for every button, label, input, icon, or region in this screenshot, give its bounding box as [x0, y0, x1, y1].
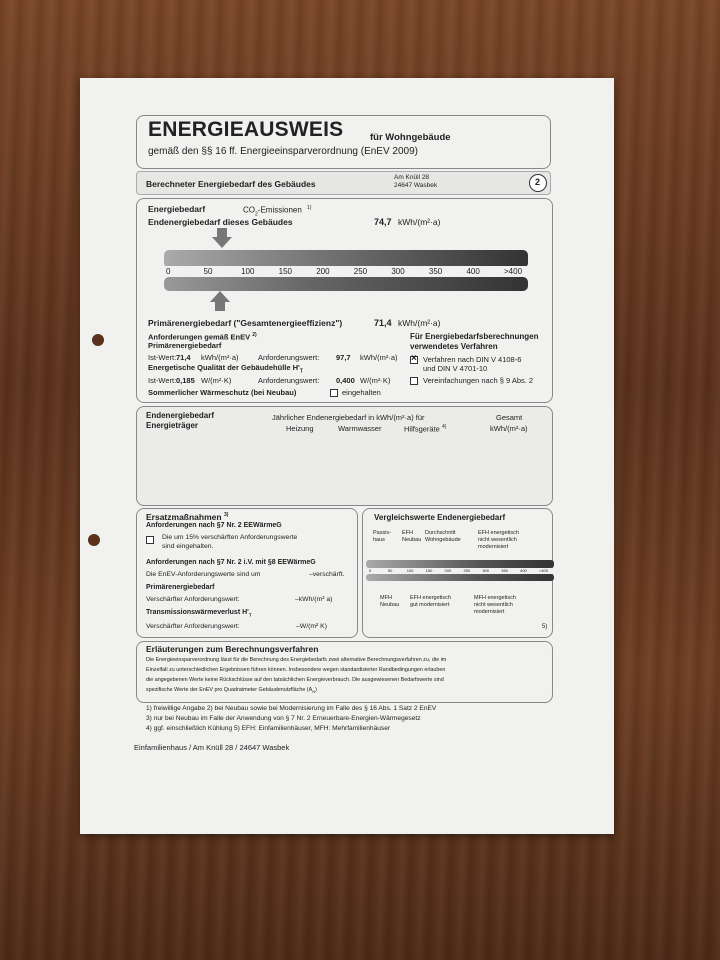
ersatz-15-line1: Die um 15% verschärften Anforderungswerte [162, 534, 298, 541]
primaer-label: Primärenergiebedarf ("Gesamtenergieeffizienz") [148, 318, 343, 328]
vergleich-top-label: EFH energetisch [478, 530, 519, 536]
footnote-3: 4) ggf. einschließlich Kühlung 5) EFH: Einfamilienhäuser, MFH: Mehrfamilienhäuser [146, 725, 391, 732]
vergleich-top-label: modernisiert [478, 544, 509, 550]
erlaeuterungen-line-2: Einzelfall zu unterschiedlichen Ergebnissen führen können. Insbesondere wegen standardisierter Randbedingungen erlauben [146, 667, 446, 673]
ersatz-trans-label: Verschärfter Anforderungswert: [146, 623, 240, 630]
huelle-anforderung-value: 0,400 [336, 376, 355, 385]
vergleich-tick-label: 50 [387, 568, 393, 573]
verfahren-vereinfachung-checkbox[interactable] [410, 377, 418, 385]
verfahren-din-line2: und DIN V 4701-10 [423, 364, 488, 373]
vergleich-bottom-label: modernisiert [474, 609, 505, 615]
page-subtitle: gemäß den §§ 16 ff. Energieeinsparverordnung (EnEV 2009) [148, 146, 418, 157]
vergleich-top-label: Durchschnitt [425, 530, 456, 536]
primaer-value: 71,4 [374, 318, 392, 328]
vergleich-bottom-label: MFH energetisch [474, 595, 516, 601]
huelle-istwert-label: Ist-Wert: [148, 376, 177, 385]
scale-tick-label: >400 [504, 267, 523, 276]
endenergie-unit: kWh/(m²·a) [398, 217, 441, 227]
vergleich-top-label: Wohngebäude [425, 537, 461, 543]
sommer-checkbox-label: eingehalten [342, 388, 381, 397]
vergleich-top-label: Neubau [402, 537, 422, 543]
punch-hole-bottom [88, 534, 100, 546]
ersatz-anf2-text: Die EnEV-Anforderungswerte sind um [146, 571, 261, 578]
vergleich-bottom-label: EFH energetisch [410, 595, 451, 601]
ersatz-15-checkbox[interactable] [146, 536, 154, 544]
endenergie-value: 74,7 [374, 217, 392, 227]
verfahren-din-checkbox[interactable] [410, 356, 418, 364]
scale-tick-label: 0 [166, 267, 171, 276]
energiebedarf-heading: Energiebedarf [148, 204, 206, 214]
vergleich-bottom-label: nicht wesentlich [474, 602, 513, 608]
gesamt-label-1: Gesamt [496, 413, 523, 422]
primaer-arrow [210, 291, 230, 311]
scale-tick-label: 100 [241, 267, 255, 276]
energy-certificate-page [80, 78, 614, 834]
footnote-1: 1) freiwillige Angabe 2) bei Neubau sowie bei Modernisierung im Falle des § 16 Abs. 1 Satz 2 EnEV [146, 705, 437, 712]
scale-tick-label: 150 [278, 267, 293, 276]
col-hilfsgeraete: Hilfsgeräte $^{4)}$ [404, 424, 447, 434]
ersatz-heading: Ersatzmaßnahmen $^{3)}$ [146, 512, 229, 522]
col-heizung: Heizung [286, 424, 314, 433]
vergleich-top-label: Passiv- [373, 530, 392, 536]
page-number: 2 [535, 177, 541, 187]
footnote-2: 3) nur bei Neubau im Falle der Anwendung von § 7 Nr. 2 Erneuerbare-Energien-Wärmegesetz [146, 715, 421, 722]
vergleich-tick-label: 300 [482, 568, 490, 573]
vergleich-bar-top [366, 560, 554, 568]
scale-tick-label: 200 [316, 267, 330, 276]
ersatz-trans-value: –W/(m² K) [296, 623, 327, 630]
verfahren-heading-2: verwendetes Verfahren [410, 342, 498, 351]
vergleich-tick-label: 200 [444, 568, 452, 573]
address-line-2: 24647 Wasbek [394, 182, 438, 189]
ersatz-trans-heading: Transmissionswärmeverlust $H'_T$ [146, 609, 252, 618]
page-title-suffix: für Wohngebäude [370, 132, 451, 143]
sommer-checkbox[interactable] [330, 389, 338, 397]
col-warmwasser: Warmwasser [338, 424, 382, 433]
ersatz-15-line2: sind eingehalten. [162, 543, 214, 550]
scale-tick-label: 50 [203, 267, 213, 276]
jaehrlich-label: Jährlicher Endenergiebedarf in kWh/(m²·a) für [272, 413, 425, 422]
ersatz-anf2-heading: Anforderungen nach §7 Nr. 2 i.V. mit §8 EEWärmeG [146, 559, 316, 566]
huelle-anforderung-unit: W/(m²·K) [360, 376, 391, 385]
energy-scale [164, 228, 528, 298]
verfahren-heading-1: Für Energiebedarfsberechnungen [410, 332, 539, 341]
section-title: Berechneter Energiebedarf des Gebäudes [146, 179, 316, 189]
huelle-anforderung-label: Anforderungswert: [258, 376, 320, 385]
endenergie-label: Endenergiebedarf dieses Gebäudes [148, 217, 293, 227]
huelle-istwert-value: 0,185 [176, 376, 195, 385]
erlaeuterungen-line-1: Die Energieeinsparverordnung lässt für die Berechnung des Energiebedarfs zwei alternative Berechnungsverfahren zu, die im [146, 657, 447, 663]
vergleich-tick-label: 0 [369, 568, 372, 573]
vergleich-top-label: EFH [402, 530, 413, 536]
scale-tick-label: 250 [353, 267, 368, 276]
co2-label: $CO_2$-Emissionen $^{1)}$ [243, 205, 312, 218]
vergleich-tick-label: 250 [463, 568, 471, 573]
scale-tick-label: 300 [391, 267, 405, 276]
address-line-1: Am Knüll 28 [394, 174, 430, 181]
footer-address: Einfamilienhaus / Am Knüll 28 / 24647 Wasbek [134, 743, 290, 752]
scale-tick-label: 400 [466, 267, 480, 276]
erlaeuterungen-line-4: spezifische Werte der EnEV pro Quadratmeter Gebäudenutzfläche $(A_N)$ [146, 687, 317, 695]
vergleich-heading: Vergleichswerte Endenergiebedarf [374, 513, 506, 522]
sommer-label: Sommerlicher Wärmeschutz (bei Neubau) [148, 388, 297, 397]
endenergie-arrow [212, 228, 232, 248]
erlaeuterungen-line-3: die angegebenen Werte keine Rückschlüsse auf den tatsächlichen Energieverbrauch. Die ausgewiesenen Bedarfswerte sind [146, 677, 444, 683]
vergleich-bottom-label: gut modernisiert [410, 602, 450, 608]
istwert-label: Ist-Wert: [148, 353, 177, 362]
vergleich-top-label: haus [373, 537, 385, 543]
huelle-istwert-unit: W/(m²·K) [201, 376, 232, 385]
vergleich-bottom-label: Neubau [380, 602, 400, 608]
primaerbedarf-label: Primärenergiebedarf [148, 341, 222, 350]
istwert-unit: kWh/(m²·a) [201, 353, 239, 362]
huelle-label: Energetische Qualität der Gebäudehülle $H'_T$ [148, 363, 303, 375]
anforderungen-label: Anforderungen gemäß EnEV $^{2)}$ [148, 332, 257, 342]
vergleich-tick-label: 350 [501, 568, 508, 573]
page-title: ENERGIEAUSWEIS [148, 118, 344, 141]
verfahren-vereinfachung-label: Vereinfachungen nach § 9 Abs. 2 [423, 376, 534, 385]
verfahren-din-line1: Verfahren nach DIN V 4108-6 [423, 355, 522, 364]
ersatz-anf-heading: Anforderungen nach §7 Nr. 2 EEWärmeG [146, 522, 282, 529]
scale-tick-label: 350 [428, 267, 443, 276]
vergleich-tick-label: 150 [425, 568, 433, 573]
vergleich-bar-bottom [366, 574, 554, 581]
punch-hole-top [92, 334, 104, 346]
vergleich-bottom-label: MFH [380, 595, 392, 601]
gesamt-label-2: kWh/(m²·a) [490, 424, 528, 433]
vergleich-scale [366, 560, 554, 582]
ersatz-verschaerft-value: –kWh/(m² a) [295, 596, 333, 603]
scale-bar-bottom [164, 277, 528, 291]
vergleich-tick-label: >400 [539, 568, 549, 573]
vergleich-note: 5) [542, 624, 548, 630]
vergleich-tick-label: 100 [406, 568, 414, 573]
vergleich-top-label: nicht wesentlich [478, 537, 517, 543]
anforderungswert-unit: kWh/(m²·a) [360, 353, 398, 362]
ersatz-primaer-heading: Primärenergiebedarf [146, 584, 215, 591]
primaer-unit: kWh/(m²·a) [398, 318, 441, 328]
vergleich-tick-label: 400 [520, 568, 527, 573]
anforderungswert-value: 97,7 [336, 353, 351, 362]
ersatz-anf2-suffix: –verschärft. [309, 571, 345, 578]
anforderungswert-label: Anforderungswert: [258, 353, 320, 362]
istwert-value: 71,4 [176, 353, 191, 362]
erlaeuterungen-heading: Erläuterungen zum Berechnungsverfahren [146, 644, 319, 654]
endenergie-table-heading-2: Energieträger [146, 421, 199, 430]
ersatz-verschaerft-label: Verschärfter Anforderungswert: [146, 596, 240, 603]
endenergie-table-heading-1: Endenergiebedarf [146, 411, 215, 420]
